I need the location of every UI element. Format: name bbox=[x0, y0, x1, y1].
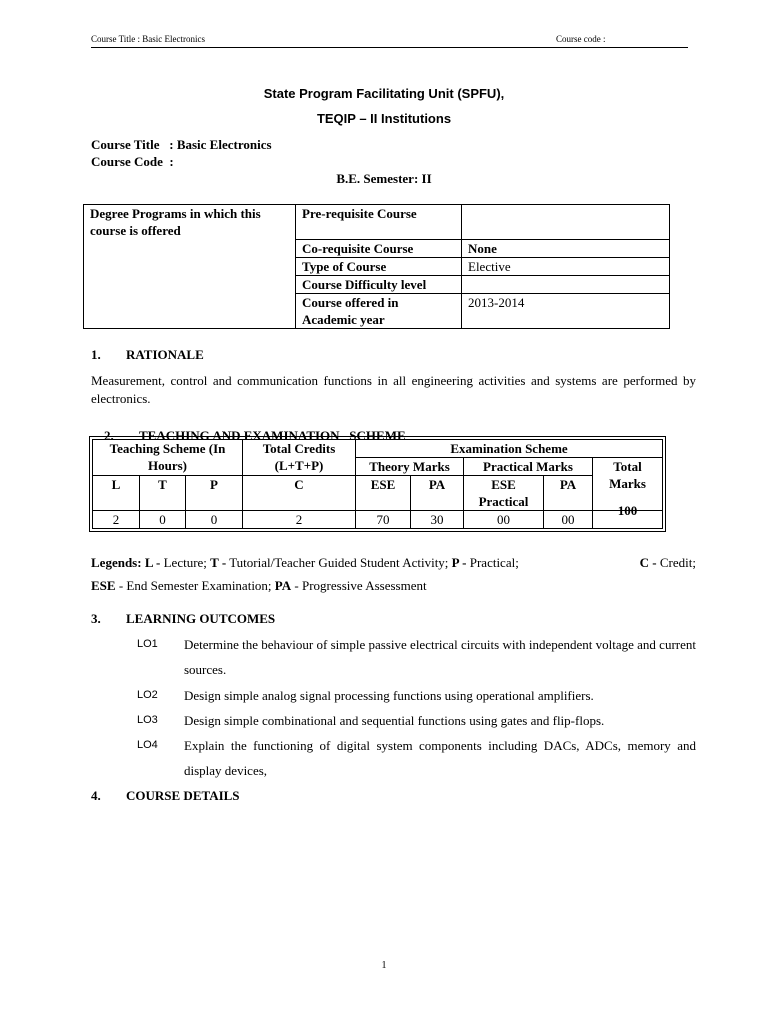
section-title: TEACHING AND EXAMINATION SCHEME bbox=[139, 428, 406, 443]
legend-text: - Progressive Assessment bbox=[291, 578, 427, 593]
document-title-line1: State Program Facilitating Unit (SPFU), bbox=[263, 86, 505, 101]
outcome-text: Explain the functioning of digital system components including DACs, ADCs, memory and display devices, bbox=[184, 738, 696, 778]
legend-text: Lecture; bbox=[160, 555, 211, 570]
meta-course-title: Course Title : Basic Electronics bbox=[91, 137, 272, 152]
value-l: 2 bbox=[93, 511, 140, 529]
legend-text: - End Semester Examination; bbox=[115, 578, 275, 593]
value-pa: 30 bbox=[411, 511, 464, 529]
teaching-scheme-table-frame bbox=[89, 436, 666, 532]
section-title: RATIONALE bbox=[126, 347, 204, 362]
table-row bbox=[93, 511, 663, 529]
learning-outcome-item bbox=[137, 632, 696, 682]
section-number: 4. bbox=[91, 788, 101, 803]
info-value: 2013-2014 bbox=[462, 294, 670, 329]
info-value bbox=[462, 276, 670, 294]
outcome-text: Design simple combinational and sequential functions using gates and flip-flops. bbox=[184, 713, 605, 728]
learning-outcome-item bbox=[137, 708, 696, 733]
col-pa: PA bbox=[411, 476, 464, 511]
outcome-code: LO3 bbox=[137, 714, 158, 726]
legend-text: Credit; bbox=[656, 555, 696, 570]
outcome-code: LO4 bbox=[137, 739, 158, 751]
legend-key: PA bbox=[274, 578, 292, 593]
rationale-text: Measurement, control and communication functions in all engineering activities and systems are performed by electronics. bbox=[91, 373, 696, 406]
running-header bbox=[91, 34, 688, 48]
outcome-code: LO1 bbox=[137, 638, 158, 650]
value-p: 0 bbox=[186, 511, 243, 529]
legend-line2 bbox=[91, 575, 696, 597]
info-value: None bbox=[462, 240, 670, 258]
section-rationale-heading bbox=[91, 347, 204, 363]
header-course-code: Course code : bbox=[556, 34, 606, 44]
total-marks-header: Total Marks bbox=[593, 458, 663, 511]
col-ese: ESE bbox=[356, 476, 411, 511]
total-credits-header: Total Credits (L+T+P) bbox=[243, 440, 356, 476]
degree-programs-label: Degree Programs in which this course is offered bbox=[84, 205, 296, 329]
table-row bbox=[93, 476, 663, 511]
section-title: COURSE DETAILS bbox=[126, 788, 240, 803]
teaching-scheme-header: Teaching Scheme (In Hours) bbox=[93, 440, 243, 476]
legend-line1 bbox=[91, 552, 696, 574]
outcome-text: Determine the behaviour of simple passive electrical circuits with independent voltage and current sources. bbox=[184, 637, 696, 677]
col-pa-practical: PA bbox=[544, 476, 593, 511]
practical-marks-header: Practical Marks bbox=[464, 458, 593, 476]
col-t: T bbox=[140, 476, 186, 511]
col-p: P bbox=[186, 476, 243, 511]
teaching-scheme-table bbox=[92, 439, 663, 529]
learning-outcome-item bbox=[137, 683, 696, 708]
info-label: Type of Course bbox=[296, 258, 462, 276]
legend-text: Practical; bbox=[466, 555, 519, 570]
section-number: 2. bbox=[104, 428, 114, 443]
legend-credit bbox=[640, 552, 696, 574]
value-c: 2 bbox=[243, 511, 356, 529]
legend-key: P - bbox=[451, 555, 467, 570]
page-number: 1 bbox=[381, 960, 387, 971]
section-details-heading bbox=[91, 788, 240, 804]
legend-text: Tutorial/Teacher Guided Student Activity; bbox=[226, 555, 452, 570]
theory-marks-header: Theory Marks bbox=[356, 458, 464, 476]
document-title-line2: TEQIP – II Institutions bbox=[316, 111, 452, 126]
value-total: 100 bbox=[593, 502, 663, 520]
section-number: 3. bbox=[91, 611, 101, 626]
info-value bbox=[462, 205, 670, 240]
learning-outcome-item bbox=[137, 733, 696, 783]
info-value: Elective bbox=[462, 258, 670, 276]
meta-semester: B.E. Semester: II bbox=[336, 171, 432, 186]
legend-key: T - bbox=[210, 555, 227, 570]
section-outcomes-heading bbox=[91, 611, 275, 627]
section-number: 1. bbox=[91, 347, 101, 362]
info-label: Course Difficulty level bbox=[296, 276, 462, 294]
value-pa-practical: 00 bbox=[544, 511, 593, 529]
info-label: Co-requisite Course bbox=[296, 240, 462, 258]
value-ese-practical: 00 bbox=[464, 511, 544, 529]
legend-key: C - bbox=[639, 555, 657, 570]
outcome-code: LO2 bbox=[137, 689, 158, 701]
legend-label: Legends: bbox=[91, 555, 142, 570]
table-row bbox=[93, 440, 663, 458]
col-ese-practical: ESE Practical bbox=[464, 476, 544, 511]
col-l: L bbox=[93, 476, 140, 511]
course-info-table bbox=[83, 204, 670, 329]
table-row bbox=[84, 205, 670, 240]
exam-scheme-header: Examination Scheme bbox=[356, 440, 663, 458]
info-label: Pre-requisite Course bbox=[296, 205, 462, 240]
col-c: C bbox=[243, 476, 356, 511]
outcome-text: Design simple analog signal processing functions using operational amplifiers. bbox=[184, 688, 594, 703]
legend-key: L - bbox=[144, 555, 161, 570]
value-ese: 70 bbox=[356, 511, 411, 529]
value-t: 0 bbox=[140, 511, 186, 529]
info-label: Course offered in Academic year bbox=[296, 294, 462, 329]
header-course-title: Course Title : Basic Electronics bbox=[91, 34, 205, 44]
meta-course-code: Course Code : bbox=[91, 154, 174, 169]
legend-key: ESE bbox=[91, 578, 116, 593]
section-title: LEARNING OUTCOMES bbox=[126, 611, 276, 626]
